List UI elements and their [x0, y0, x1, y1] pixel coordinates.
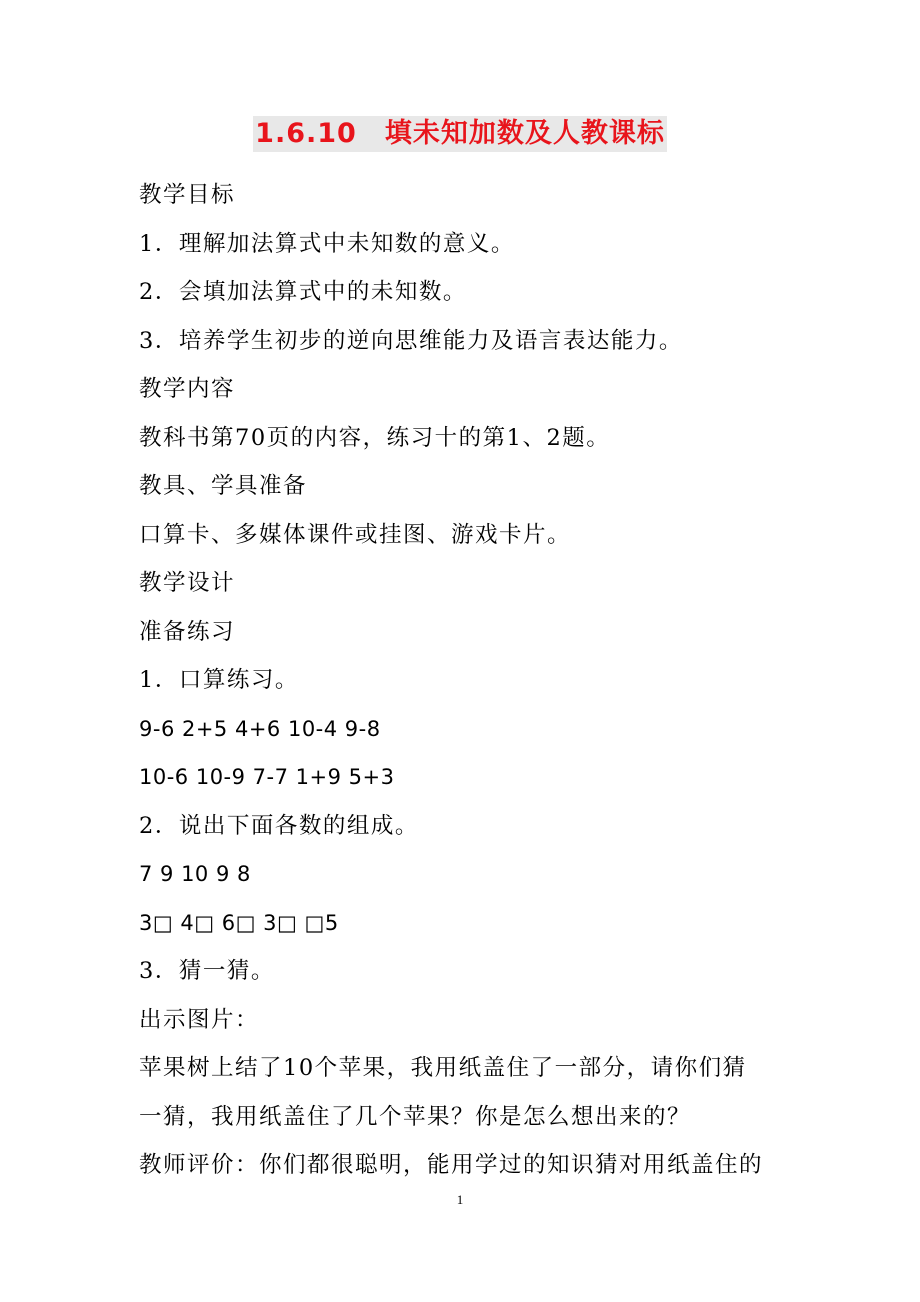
- heading-materials: 教具、学具准备: [139, 473, 308, 499]
- heading-teaching-design: 教学设计: [139, 570, 236, 596]
- numbers-row: 7 9 10 9 8: [139, 862, 251, 886]
- heading-preparation: 准备练习: [139, 618, 236, 645]
- composition-boxes-row: 3□ 4□ 6□ 3□ □5: [139, 910, 339, 935]
- document-title: 1.6.10 填未知加数及人教课标: [253, 116, 667, 152]
- arithmetic-row-2: 10-6 10-9 7-7 1+9 5+3: [139, 765, 395, 789]
- teacher-evaluation-line: 教师评价：你们都很聪明，能用学过的知识猜对用纸盖住的: [139, 1152, 764, 1178]
- page-number: 1: [456, 1192, 464, 1207]
- exercise-item-3: 3．猜一猜。: [139, 958, 275, 984]
- materials-paragraph: 口算卡、多媒体课件或挂图、游戏卡片。: [139, 521, 572, 548]
- show-picture-line: 出示图片：: [139, 1006, 260, 1033]
- title-row: [0, 116, 920, 157]
- goal-item-2: 2．会填加法算式中的未知数。: [139, 279, 467, 305]
- goal-item-3: 3．培养学生初步的逆向思维能力及语言表达能力。: [139, 327, 683, 354]
- exercise-item-1: 1．口算练习。: [139, 667, 299, 693]
- content-paragraph: 教科书第70页的内容，练习十的第1、2题。: [139, 424, 611, 451]
- story-paragraph-line-2: 一猜，我用纸盖住了几个苹果？你是怎么想出来的？: [139, 1103, 692, 1130]
- heading-teaching-goals: 教学目标: [139, 182, 236, 208]
- exercise-item-2: 2．说出下面各数的组成。: [139, 812, 419, 839]
- document-body: [139, 171, 799, 1190]
- story-paragraph-line-1: 苹果树上结了10个苹果，我用纸盖住了一部分，请你们猜: [139, 1055, 747, 1081]
- goal-item-1: 1．理解加法算式中未知数的意义。: [139, 230, 515, 257]
- arithmetic-row-1: 9-6 2+5 4+6 10-4 9-8: [139, 716, 381, 741]
- heading-teaching-content: 教学内容: [139, 376, 236, 402]
